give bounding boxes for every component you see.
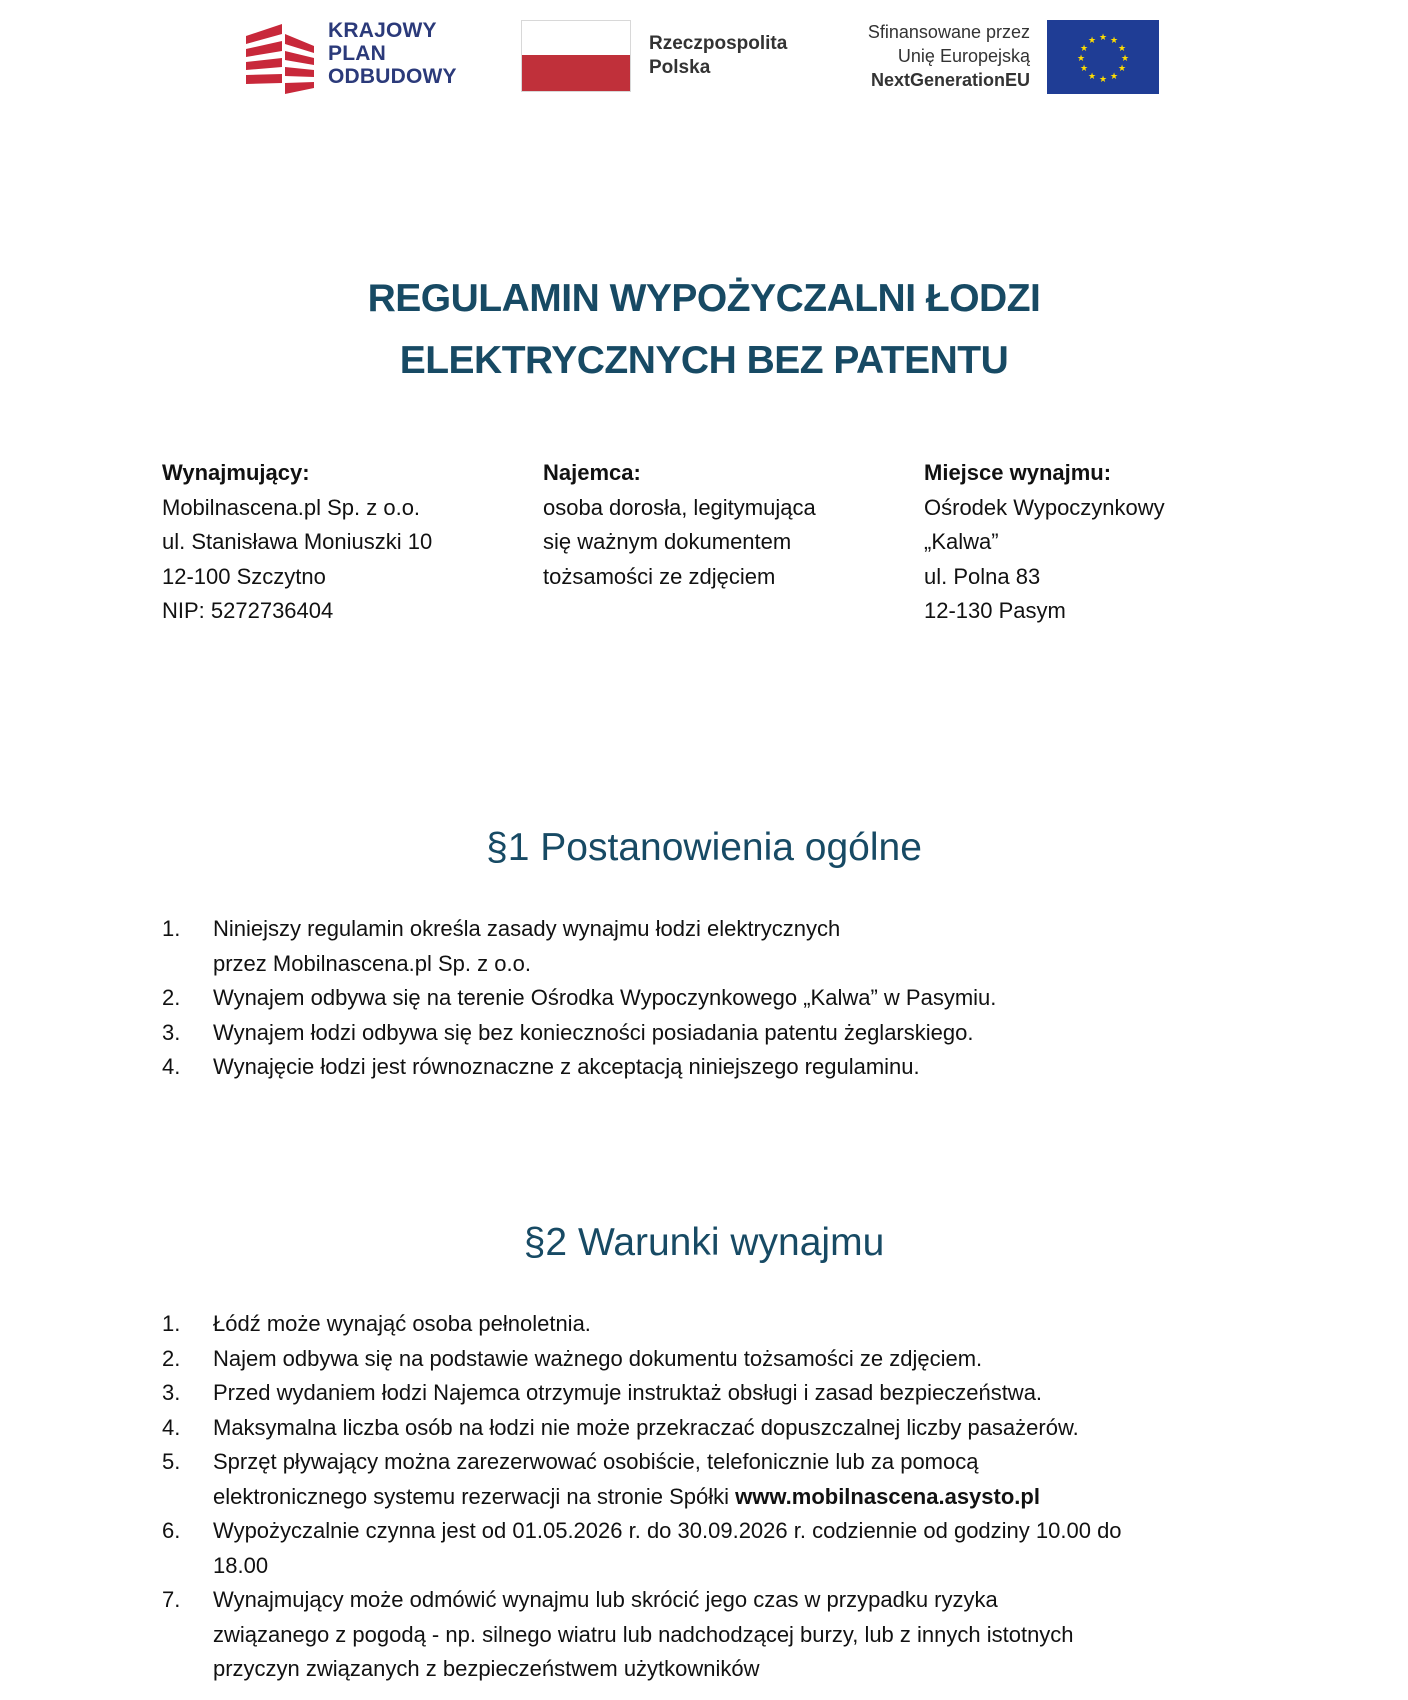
eu-line-1: Sfinansowane przez	[867, 22, 1030, 42]
section-2-title: §2 Warunki wynajmu	[523, 1221, 885, 1265]
party-label: Wynajmujący:	[162, 460, 310, 485]
svg-text:★: ★	[1109, 72, 1119, 82]
svg-text:★: ★	[1117, 44, 1127, 54]
item-text: Przed wydaniem łodzi Najemca otrzymuje instruktaż obsługi i zasad bezpieczeństwa.	[213, 1380, 1043, 1405]
item-text: Najem odbywa się na podstawie ważnego dokumentu tożsamości ze zdjęciem.	[213, 1345, 983, 1371]
item-text: Wynajęcie łodzi jest równoznaczne z akceptacją niniejszego regulaminu.	[213, 1054, 920, 1079]
eu-line-2: Unię Europejską	[897, 46, 1030, 66]
reservation-website-link[interactable]: www.mobilnascena.asysto.pl	[735, 1483, 1040, 1509]
eu-funding-text	[800, 20, 1030, 92]
svg-text:★: ★	[1076, 54, 1086, 64]
item-number: 3.	[162, 1019, 181, 1045]
poland-flag-icon	[521, 20, 631, 92]
party-lessee	[543, 456, 816, 594]
section-1-title: §1 Postanowienia ogólne	[486, 826, 922, 870]
kpo-building-icon	[244, 22, 316, 94]
list-item	[162, 981, 1262, 1016]
item-text: Wynajmujący może odmówić wynajmu lub skrócić jego czas w przypadku ryzyka	[213, 1587, 998, 1612]
svg-text:★: ★	[1087, 36, 1097, 46]
list-item	[162, 1307, 1262, 1342]
title-line-2: ELEKTRYCZNYCH BEZ PATENTU	[399, 339, 1009, 382]
svg-text:★: ★	[1087, 72, 1097, 82]
list-item	[162, 1445, 1262, 1514]
poland-line-1: Rzeczpospolita	[649, 33, 788, 54]
kpo-line-1: KRAJOWY	[328, 19, 437, 42]
document-title	[0, 268, 1408, 392]
eu-line-3: NextGenerationEU	[870, 70, 1030, 90]
party-lessor	[162, 456, 432, 629]
item-number: 2.	[162, 985, 181, 1010]
svg-text:★: ★	[1117, 64, 1127, 74]
list-item	[162, 1016, 1262, 1051]
item-number: 5.	[162, 1449, 181, 1474]
party-line: ul. Polna 83	[924, 563, 1041, 589]
poland-line-2: Polska	[649, 57, 711, 78]
party-line: 12-100 Szczytno	[162, 563, 326, 589]
eu-flag-icon	[1047, 20, 1159, 94]
party-line: Ośrodek Wypoczynkowy	[924, 494, 1165, 520]
svg-text:★: ★	[1079, 64, 1089, 74]
list-item	[162, 1411, 1262, 1446]
funding-logos-bar	[0, 20, 1408, 96]
poland-logo-text	[649, 32, 787, 80]
item-text: 18.00	[213, 1552, 269, 1578]
kpo-logo	[244, 20, 484, 96]
item-text: Niniejszy regulamin określa zasady wynajmu łodzi elektrycznych	[213, 916, 841, 941]
item-text: Sprzęt pływający można zarezerwować osobiście, telefonicznie lub za pomocą	[213, 1449, 979, 1474]
item-number: 2.	[162, 1345, 181, 1371]
item-number: 3.	[162, 1380, 181, 1405]
item-text: Wypożyczalnie czynna jest od 01.05.2026 r. do 30.09.2026 r. codziennie od godziny 10.00 do	[213, 1518, 1122, 1543]
section-1-list	[162, 912, 1262, 1085]
party-line: tożsamości ze zdjęciem	[543, 563, 776, 589]
party-location	[924, 456, 1165, 629]
item-number: 7.	[162, 1587, 181, 1612]
item-text: Wynajem odbywa się na terenie Ośrodka Wypoczynkowego „Kalwa” w Pasymiu.	[213, 985, 997, 1010]
item-text: Maksymalna liczba osób na łodzi nie może przekraczać dopuszczalnej liczby pasażerów.	[213, 1414, 1079, 1440]
item-text	[213, 1480, 1262, 1515]
party-line: 12-130 Pasym	[924, 598, 1066, 623]
item-number: 1.	[162, 916, 181, 941]
title-line-1: REGULAMIN WYPOŻYCZALNI ŁODZI	[367, 277, 1041, 320]
list-item	[162, 912, 1262, 981]
party-line: się ważnym dokumentem	[543, 529, 792, 554]
item-number: 6.	[162, 1518, 181, 1543]
svg-text:★: ★	[1098, 75, 1108, 85]
kpo-logo-text	[328, 19, 457, 88]
item-number: 4.	[162, 1054, 181, 1079]
list-item	[162, 1050, 1262, 1085]
party-line: ul. Stanisława Moniuszki 10	[162, 529, 433, 554]
item-text: przez Mobilnascena.pl Sp. z o.o.	[213, 950, 531, 976]
item-text: Wynajem łodzi odbywa się bez konieczności posiadania patentu żeglarskiego.	[213, 1019, 974, 1045]
item-number: 4.	[162, 1414, 181, 1440]
party-line: „Kalwa”	[924, 529, 999, 554]
item-text-part: elektronicznego systemu rezerwacji na stronie Spółki	[213, 1483, 736, 1509]
list-item	[162, 1514, 1262, 1583]
party-line: Mobilnascena.pl Sp. z o.o.	[162, 494, 421, 520]
item-text: związanego z pogodą - np. silnego wiatru lub nadchodzącej burzy, lub z innych istotnych	[213, 1621, 1074, 1647]
kpo-line-3: ODBUDOWY	[328, 65, 457, 88]
party-label: Miejsce wynajmu:	[924, 460, 1112, 485]
list-item	[162, 1376, 1262, 1411]
party-label: Najemca:	[543, 460, 641, 485]
party-line: NIP: 5272736404	[162, 598, 334, 623]
kpo-line-2: PLAN	[328, 42, 386, 65]
list-item	[162, 1583, 1262, 1687]
svg-text:★: ★	[1098, 33, 1108, 43]
section-2-list	[162, 1307, 1262, 1687]
item-text: przyczyn związanych z bezpieczeństwem użytkowników	[213, 1656, 760, 1681]
svg-text:★: ★	[1120, 54, 1130, 64]
list-item	[162, 1342, 1262, 1377]
item-text: Łódź może wynająć osoba pełnoletnia.	[213, 1311, 591, 1336]
svg-text:★: ★	[1079, 44, 1089, 54]
party-line: osoba dorosła, legitymująca	[543, 494, 816, 520]
item-number: 1.	[162, 1311, 181, 1336]
svg-text:★: ★	[1109, 36, 1119, 46]
